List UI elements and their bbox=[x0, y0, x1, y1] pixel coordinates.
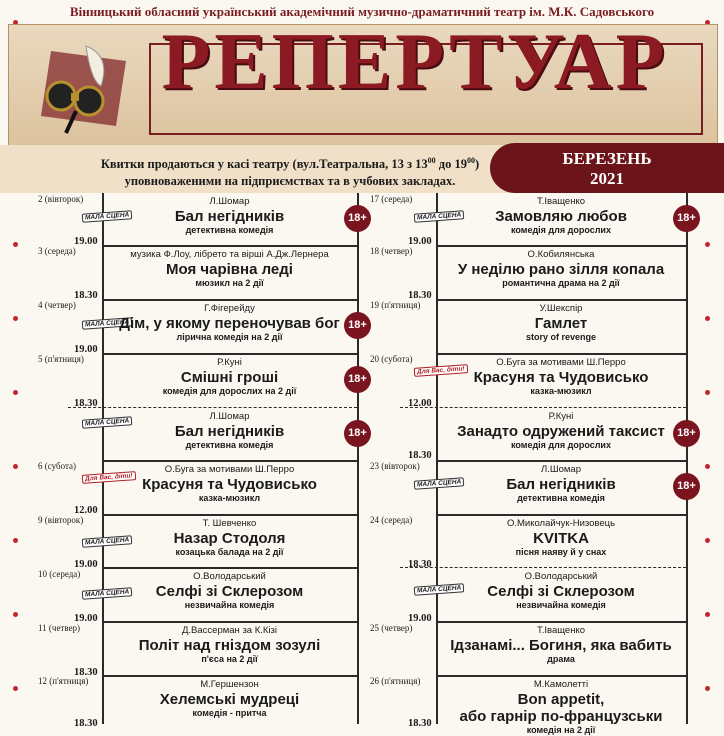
show-genre: казка-мюзикл bbox=[198, 493, 261, 503]
show-time: 18.30 bbox=[408, 290, 432, 301]
show-entry bbox=[436, 571, 686, 611]
show-author: О.Буга за мотивами Ш.Перро bbox=[164, 464, 295, 475]
show-title: Bon appetit, bbox=[517, 691, 605, 708]
stage-label: МАЛА СЦЕНА bbox=[82, 535, 133, 547]
show-genre: п'єса на 2 дії bbox=[201, 654, 258, 664]
show-title: Селфі зі Склерозом bbox=[487, 583, 635, 600]
show-genre: казка-мюзикл bbox=[530, 386, 592, 396]
show-author: Л.Шомар bbox=[209, 411, 250, 422]
show-date: 10 (середа) bbox=[38, 569, 81, 579]
age-rating-badge: 18+ bbox=[344, 366, 371, 393]
show-author: Т. Шевченко bbox=[202, 518, 257, 529]
show-date: 18 (четвер) bbox=[370, 246, 413, 256]
age-rating-badge: 18+ bbox=[673, 205, 700, 232]
show-genre: лірична комедія на 2 дії bbox=[176, 332, 283, 342]
stage-label: Для Вас, діти! bbox=[82, 471, 136, 484]
show-entry bbox=[102, 679, 357, 719]
session-divider bbox=[400, 567, 686, 568]
ticket-info-text: до 19 bbox=[435, 157, 467, 172]
show-title: KVITKA bbox=[533, 530, 589, 547]
show-title: Селфі зі Склерозом bbox=[155, 583, 304, 600]
show-time: 19.00 bbox=[74, 613, 98, 624]
show-entry bbox=[436, 303, 686, 343]
show-genre: козацька балада на 2 дії bbox=[175, 547, 284, 557]
show-time: 18.30 bbox=[408, 718, 432, 729]
show-title: Дім, у якому переночував бог bbox=[119, 315, 340, 332]
border-dot bbox=[705, 242, 710, 247]
border-dot bbox=[13, 390, 18, 395]
show-author: музика Ф.Лоу, лібрето та вірші А.Дж.Лернера bbox=[130, 249, 329, 260]
stage-label: Для Вас, діти! bbox=[414, 364, 468, 377]
border-dot bbox=[13, 316, 18, 321]
show-genre: незвичайна комедія bbox=[184, 600, 275, 610]
show-entry bbox=[102, 625, 357, 665]
show-author: О.Володарський bbox=[193, 571, 266, 582]
show-genre: комедія для дорослих на 2 дії bbox=[162, 386, 297, 396]
border-dot bbox=[13, 464, 18, 469]
row-divider bbox=[102, 567, 357, 569]
show-time: 18.30 bbox=[74, 718, 98, 729]
opera-glasses-icon bbox=[31, 41, 141, 136]
show-entry bbox=[102, 411, 357, 451]
show-title: або гарнір по-французськи bbox=[459, 708, 663, 725]
show-title: Назар Стодоля bbox=[173, 530, 286, 547]
border-dot bbox=[705, 538, 710, 543]
show-time: 18.30 bbox=[74, 667, 98, 678]
show-entry bbox=[436, 518, 686, 558]
border-dot bbox=[13, 538, 18, 543]
show-title: Бал негідників bbox=[174, 423, 285, 440]
show-title: Гамлет bbox=[534, 315, 588, 332]
show-time: 18.30 bbox=[74, 290, 98, 301]
row-divider bbox=[436, 245, 686, 247]
show-author: Л.Шомар bbox=[541, 464, 581, 475]
show-time: 19.00 bbox=[74, 344, 98, 355]
show-genre: детективна комедія bbox=[517, 493, 605, 503]
show-entry bbox=[436, 625, 686, 665]
show-entry bbox=[102, 303, 357, 343]
show-genre: детективна комедія bbox=[185, 225, 274, 235]
show-genre: мюзикл на 2 дії bbox=[195, 278, 264, 288]
show-date: 12 (п'ятниця) bbox=[38, 676, 89, 686]
show-entry bbox=[102, 571, 357, 611]
month-name: БЕРЕЗЕНЬ bbox=[562, 149, 652, 168]
show-genre: комедія на 2 дії bbox=[526, 725, 596, 735]
row-divider bbox=[102, 675, 357, 677]
age-rating-badge: 18+ bbox=[344, 420, 371, 447]
row-divider bbox=[436, 514, 686, 516]
border-dot bbox=[705, 390, 710, 395]
show-title: Хелемські мудреці bbox=[159, 691, 300, 708]
row-divider bbox=[436, 353, 686, 355]
row-divider bbox=[102, 460, 357, 462]
row-divider bbox=[436, 621, 686, 623]
show-title: Замовляю любов bbox=[495, 208, 627, 225]
show-entry bbox=[436, 464, 686, 504]
show-genre: романтична драма на 2 дії bbox=[502, 278, 620, 288]
show-entry bbox=[102, 464, 357, 504]
show-title: Занадто одружений таксист bbox=[457, 423, 665, 440]
border-dot bbox=[13, 686, 18, 691]
show-author: Л.Шомар bbox=[209, 196, 250, 207]
show-genre: незвичайна комедія bbox=[516, 600, 606, 610]
session-divider bbox=[400, 407, 686, 408]
show-time: 18.30 bbox=[408, 559, 432, 570]
row-divider bbox=[102, 514, 357, 516]
show-entry bbox=[436, 679, 686, 736]
show-genre: пісня наяву й у снах bbox=[515, 547, 607, 557]
row-divider bbox=[436, 675, 686, 677]
show-author: О.Буга за мотивами Ш.Перро bbox=[496, 357, 626, 368]
border-dot bbox=[13, 612, 18, 617]
show-entry bbox=[102, 357, 357, 397]
show-title: Красуня та Чудовисько bbox=[142, 476, 317, 493]
ticket-info-text: ) bbox=[475, 157, 480, 172]
stage-label: МАЛА СЦЕНА bbox=[414, 583, 465, 595]
show-entry bbox=[436, 196, 686, 236]
show-time: 19.00 bbox=[408, 236, 432, 247]
ticket-hour-sup: 00 bbox=[467, 156, 475, 165]
border-dot bbox=[705, 686, 710, 691]
show-title: У неділю рано зілля копала bbox=[457, 261, 665, 278]
age-rating-badge: 18+ bbox=[673, 473, 700, 500]
row-divider bbox=[436, 299, 686, 301]
show-time: 12.00 bbox=[408, 398, 432, 409]
show-author: Р.Куні bbox=[217, 357, 242, 368]
show-title: Політ над гніздом зозулі bbox=[138, 637, 321, 654]
show-entry bbox=[436, 411, 686, 451]
show-date: 4 (четвер) bbox=[38, 300, 76, 310]
show-genre: комедія - притча bbox=[192, 708, 267, 718]
show-date: 17 (середа) bbox=[370, 194, 413, 204]
show-date: 5 (п'ятниця) bbox=[38, 354, 84, 364]
show-entry bbox=[436, 249, 686, 289]
show-author: М.Камолетті bbox=[533, 679, 589, 690]
show-genre: драма bbox=[547, 654, 575, 664]
show-date: 23 (вівторок) bbox=[370, 461, 420, 471]
row-divider bbox=[436, 460, 686, 462]
show-date: 9 (вівторок) bbox=[38, 515, 84, 525]
show-author: Т.Іващенко bbox=[536, 625, 586, 636]
show-title: Бал негідників bbox=[174, 208, 285, 225]
show-title: Смішні гроші bbox=[180, 369, 279, 386]
ticket-info-text: уповноваженими на підприємствах та в учбових закладах. bbox=[124, 174, 456, 189]
age-rating-badge: 18+ bbox=[344, 205, 371, 232]
show-time: 19.00 bbox=[74, 236, 98, 247]
show-title: Ідзанамі... Богиня, яка вабить bbox=[450, 637, 672, 654]
border-dot bbox=[705, 316, 710, 321]
show-title: Красуня та Чудовисько bbox=[473, 369, 649, 386]
page-title: РЕПЕРТУАР bbox=[161, 18, 669, 106]
stage-label: МАЛА СЦЕНА bbox=[414, 477, 465, 489]
show-date: 6 (субота) bbox=[38, 461, 76, 471]
stage-label: МАЛА СЦЕНА bbox=[414, 210, 465, 222]
stage-label: МАЛА СЦЕНА bbox=[82, 210, 133, 222]
column-edge bbox=[686, 193, 688, 724]
border-dot bbox=[705, 612, 710, 617]
ticket-hour-sup: 00 bbox=[427, 156, 436, 165]
border-dot bbox=[13, 242, 18, 247]
ticket-info-text: Квитки продаються у касі театру (вул.Театральна, 13 з 13 bbox=[100, 157, 428, 172]
show-date: 19 (п'ятниця) bbox=[370, 300, 421, 310]
show-time: 12.00 bbox=[74, 505, 98, 516]
show-author: О.Миколайчук-Низовець bbox=[506, 518, 616, 529]
show-title: Бал негідників bbox=[506, 476, 616, 493]
show-author: О.Кобилянська bbox=[527, 249, 595, 260]
show-entry bbox=[102, 518, 357, 558]
show-author: Д.Вассерман за К.Кізі bbox=[181, 625, 278, 636]
show-date: 11 (четвер) bbox=[38, 623, 81, 633]
age-rating-badge: 18+ bbox=[673, 420, 700, 447]
stage-label: МАЛА СЦЕНА bbox=[82, 317, 133, 329]
show-author: Т.Іващенко bbox=[536, 196, 586, 207]
show-date: 26 (п'ятниця) bbox=[370, 676, 421, 686]
show-genre: комедія для дорослих bbox=[511, 225, 611, 235]
show-date: 20 (субота) bbox=[370, 354, 413, 364]
show-time: 19.00 bbox=[74, 559, 98, 570]
show-date: 3 (середа) bbox=[38, 246, 76, 256]
stage-label: МАЛА СЦЕНА bbox=[82, 416, 133, 428]
show-time: 18.30 bbox=[408, 450, 432, 461]
show-author: О.Володарський bbox=[524, 571, 598, 582]
show-date: 2 (вівторок) bbox=[38, 194, 84, 204]
month-badge bbox=[490, 143, 724, 193]
show-author: М.Гершензон bbox=[200, 679, 259, 690]
show-time: 18.30 bbox=[74, 398, 98, 409]
show-genre: комедія для дорослих bbox=[511, 440, 611, 450]
row-divider bbox=[102, 353, 357, 355]
show-genre: детективна комедія bbox=[185, 440, 274, 450]
show-author: У.Шекспір bbox=[539, 303, 583, 314]
stage-label: МАЛА СЦЕНА bbox=[82, 587, 133, 599]
show-author: Г.Фігерейду bbox=[204, 303, 255, 314]
column-edge bbox=[357, 193, 359, 724]
show-title: Моя чарівна леді bbox=[166, 261, 293, 278]
row-divider bbox=[102, 621, 357, 623]
row-divider bbox=[102, 299, 357, 301]
show-genre: story of revenge bbox=[525, 332, 597, 342]
show-entry bbox=[102, 249, 357, 289]
show-entry bbox=[436, 357, 686, 397]
show-time: 19.00 bbox=[408, 613, 432, 624]
border-dot bbox=[705, 464, 710, 469]
show-entry bbox=[102, 196, 357, 236]
row-divider bbox=[102, 245, 357, 247]
show-author: Р.Куні bbox=[548, 411, 574, 422]
show-date: 24 (середа) bbox=[370, 515, 413, 525]
ticket-info bbox=[80, 152, 500, 190]
age-rating-badge: 18+ bbox=[344, 312, 371, 339]
theatre-name: Вінницький обласний український академічний музично-драматичний театр ім. М.К. Садовського bbox=[69, 4, 655, 19]
month-year: 2021 bbox=[590, 169, 624, 188]
session-divider bbox=[68, 407, 357, 408]
show-date: 25 (четвер) bbox=[370, 623, 413, 633]
